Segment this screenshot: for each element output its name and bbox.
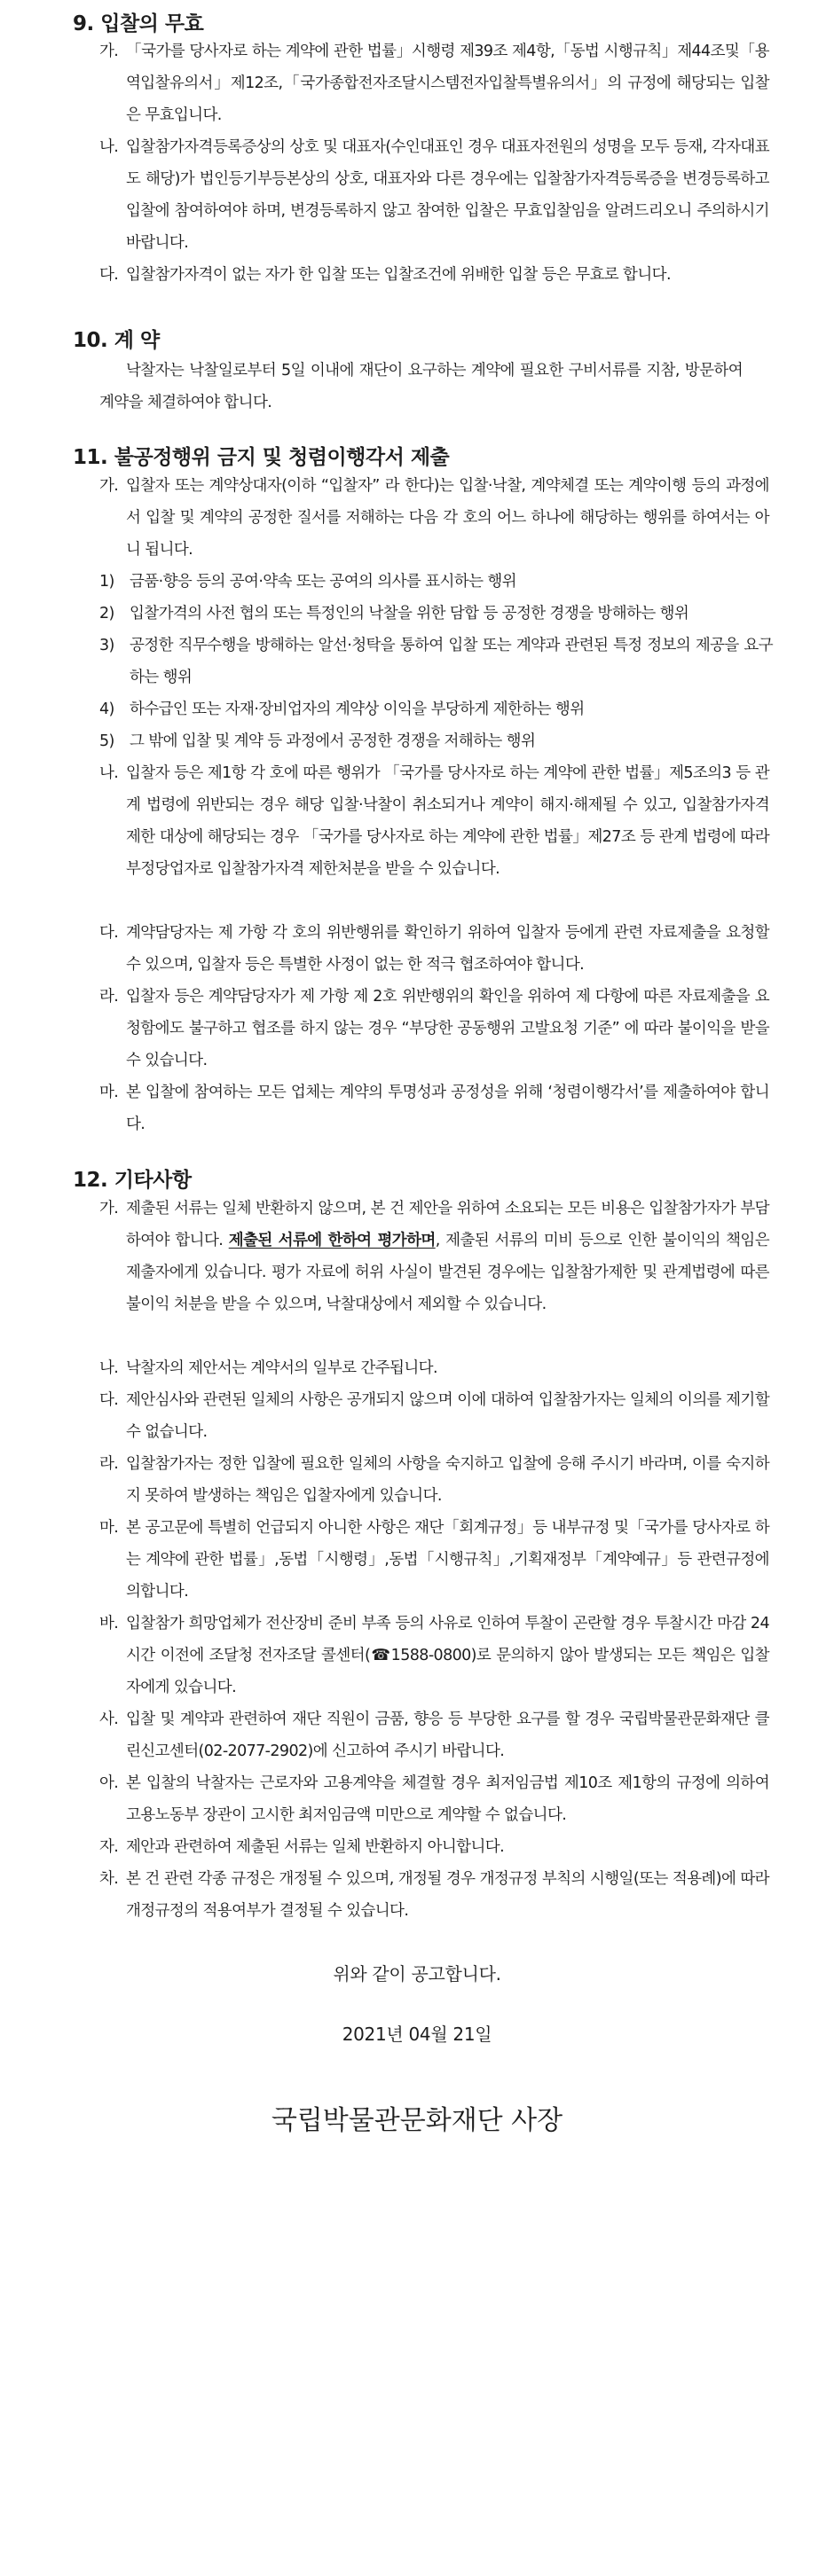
- s12-item-sa: [99, 1703, 769, 1767]
- emphasized-text: 제출된 서류에 한하여 평가하며: [228, 1232, 436, 1249]
- item-text: 본 입찰의 낙찰자는 근로자와 고용계약을 체결할 경우 최저임금법 제10조 제1항의 규정에 의하여 고용노동부 장관이 고시한 최저임금액 미만으로 계약할 수 없습니다.: [126, 1774, 769, 1824]
- s9-item-ga: [99, 35, 769, 131]
- item-text: 입찰참가자격등록증상의 상호 및 대표자(수인대표인 경우 대표자전원의 성명을 모두 등재, 각자대표도 해당)가 법인등기부등본상의 상호, 대표자와 다른 경우에는 입찰참가자격등록증을 변경등록하고 입찰에 참여하여야 하며, 변경등록하지 않고 참여한 입찰은 무효입찰임을 알려드리오니 주의하시기 바랍니다.: [126, 138, 769, 252]
- item-text: 공정한 직무수행을 방해하는 알선·청탁을 통하여 입찰 또는 계약과 관련된 특정 정보의 제공을 요구하는 행위: [130, 637, 773, 686]
- item-mark: 다.: [99, 266, 119, 284]
- s11-sub-2: [99, 598, 773, 630]
- s12-item-na: [99, 1352, 769, 1384]
- s12-item-ga: [99, 1193, 769, 1320]
- item-text: 입찰자 등은 제1항 각 호에 따른 행위가 「국가를 당사자로 하는 계약에 관한 법률」제5조의3 등 관계 법령에 위반되는 경우 해당 입찰·낙찰이 취소되거나 계약이 해지·해제될 수 있고, 입찰참가자격 제한 대상에 해당되는 경우 「국가를 당사자로 하는 계약에 관한 법률」제27조 등 관계 법령에 따라 부정당업자로 입찰참가자격 제한처분을 받을 수 있습니다.: [126, 764, 769, 878]
- s12-item-ba: [99, 1608, 769, 1703]
- item-text: 금품·향응 등의 공여·약속 또는 공여의 의사를 표시하는 행위: [130, 573, 516, 591]
- s9-item-na: [99, 131, 769, 259]
- item-text: 입찰가격의 사전 협의 또는 특정인의 낙찰을 위한 담합 등 공정한 경쟁을 방해하는 행위: [130, 605, 689, 622]
- s12-item-ja: [99, 1831, 769, 1863]
- s11-sub-4: [99, 693, 773, 725]
- item-text: 본 건 관련 각종 규정은 개정될 수 있으며, 개정될 경우 개정규정 부칙의 시행일(또는 적용례)에 따라 개정규정의 적용여부가 결정될 수 있습니다.: [126, 1870, 769, 1920]
- item-text: 그 밖에 입찰 및 계약 등 과정에서 공정한 경쟁을 저해하는 행위: [130, 732, 536, 750]
- item-text-before: 제출된 서류는 일체 반환하지 않으며, 본 건 제안을 위하여 소요되는 모든 비용은 입찰참가자가 부담하여야 합니다.: [126, 1200, 769, 1249]
- item-text: 입찰자 또는 계약상대자(이하 “입찰자” 라 한다)는 입찰·낙찰, 계약체결 또는 계약이행 등의 과정에서 입찰 및 계약의 공정한 질서를 저해하는 다음 각 호의 어느 하나에 해당하는 행위를 하여서는 아니 됩니다.: [126, 477, 769, 559]
- section-11-title: 11. 불공정행위 금지 및 청렴이행각서 제출: [73, 446, 450, 469]
- s12-item-da: [99, 1384, 769, 1448]
- s9-item-da: [99, 259, 769, 291]
- s11-item-da: [99, 917, 769, 981]
- announcement-date: 2021년 04월 21일: [342, 2024, 492, 2045]
- item-mark: 가.: [99, 43, 119, 60]
- item-mark: 3): [99, 637, 114, 654]
- item-mark: 5): [99, 732, 114, 750]
- item-text-after: , 제출된 서류의 미비 등으로 인한 불이익의 책임은 제출자에게 있습니다. 평가 자료에 허위 사실이 발견된 경우에는 입찰참가제한 및 관계법령에 따른 불이익 처분을 받을 수 있으며, 낙찰대상에서 제외할 수 있습니다.: [126, 1232, 769, 1313]
- section-9-title: 9. 입찰의 무효: [73, 12, 204, 35]
- item-mark: 라.: [99, 988, 119, 1006]
- signature: 국립박물관문화재단 사장: [271, 2105, 563, 2136]
- item-mark: 다.: [99, 924, 119, 942]
- s11-item-ga: [99, 470, 769, 566]
- item-mark: 아.: [99, 1774, 119, 1792]
- section-10-title: 10. 계 약: [73, 329, 160, 352]
- item-mark: 1): [99, 573, 114, 591]
- s10-text: 낙찰자는 낙찰일로부터 5일 이내에 재단이 요구하는 계약에 필요한 구비서류를 지참, 방문하여 계약을 체결하여야 합니다.: [99, 362, 743, 411]
- s11-item-ma: [99, 1077, 769, 1140]
- item-text: 입찰참가자격이 없는 자가 한 입찰 또는 입찰조건에 위배한 입찰 등은 무효로 합니다.: [126, 266, 671, 284]
- item-text: 제안심사와 관련된 일체의 사항은 공개되지 않으며 이에 대하여 입찰참가자는 일체의 이의를 제기할 수 없습니다.: [126, 1391, 769, 1441]
- item-text: 제안과 관련하여 제출된 서류는 일체 반환하지 아니합니다.: [126, 1838, 505, 1856]
- item-text: 본 입찰에 참여하는 모든 업체는 계약의 투명성과 공정성을 위해 ‘청렴이행각서’를 제출하여야 합니다.: [126, 1084, 769, 1133]
- item-text: 입찰자 등은 계약담당자가 제 가항 제 2호 위반행위의 확인을 위하여 제 다항에 따른 자료제출을 요청함에도 불구하고 협조를 하지 않는 경우 “부당한 공동행위 고발요청 기준” 에 따라 불이익을 받을 수 있습니다.: [126, 988, 769, 1069]
- item-mark: 2): [99, 605, 114, 622]
- item-text: 입찰참가자는 정한 입찰에 필요한 일체의 사항을 숙지하고 입찰에 응해 주시기 바라며, 이를 숙지하지 못하여 발생하는 책임은 입찰자에게 있습니다.: [126, 1455, 769, 1505]
- item-text: 「국가를 당사자로 하는 계약에 관한 법률」시행령 제39조 제4항,「동법 시행규칙」제44조및「용역입찰유의서」제12조,「국가종합전자조달시스템전자입찰특별유의서」의 규정에 해당되는 입찰은 무효입니다.: [126, 43, 769, 124]
- item-text: 하수급인 또는 자재·장비업자의 계약상 이익을 부당하게 제한하는 행위: [130, 701, 585, 718]
- closing-statement: 위와 같이 공고합니다.: [333, 1963, 501, 1985]
- s12-item-ra: [99, 1448, 769, 1512]
- item-mark: 나.: [99, 138, 119, 156]
- item-mark: 가.: [99, 477, 119, 495]
- item-mark: 사.: [99, 1711, 119, 1728]
- item-mark: 다.: [99, 1391, 119, 1409]
- item-mark: 자.: [99, 1838, 119, 1856]
- section-12-title: 12. 기타사항: [73, 1169, 192, 1192]
- item-mark: 나.: [99, 764, 119, 782]
- item-mark: 4): [99, 701, 114, 718]
- s12-item-cha: [99, 1863, 769, 1927]
- item-mark: 차.: [99, 1870, 119, 1888]
- s11-sub-1: [99, 566, 773, 598]
- item-text: 계약담당자는 제 가항 각 호의 위반행위를 확인하기 위하여 입찰자 등에게 관련 자료제출을 요청할 수 있으며, 입찰자 등은 특별한 사정이 없는 한 적극 협조하여야 합니다.: [126, 924, 769, 974]
- item-mark: 가.: [99, 1200, 119, 1218]
- item-text: 입찰참가 희망업체가 전산장비 준비 부족 등의 사유로 인하여 투찰이 곤란할 경우 투찰시간 마감 24시간 이전에 조달청 전자조달 콜센터(☎1588-0800)로 문의하지 않아 발생되는 모든 책임은 입찰자에게 있습니다.: [126, 1615, 769, 1696]
- item-mark: 라.: [99, 1455, 119, 1473]
- item-mark: 마.: [99, 1084, 119, 1101]
- s11-item-ra: [99, 981, 769, 1077]
- item-mark: 마.: [99, 1519, 119, 1537]
- s11-sub-5: [99, 725, 773, 757]
- s11-sub-3: [99, 630, 773, 693]
- s11-item-na: [99, 757, 769, 885]
- s12-item-a: [99, 1767, 769, 1831]
- item-text: 입찰 및 계약과 관련하여 재단 직원이 금품, 향응 등 부당한 요구를 할 경우 국립박물관문화재단 클린신고센터(02-2077-2902)에 신고하여 주시기 바랍니다.: [126, 1711, 769, 1760]
- item-mark: 나.: [99, 1359, 119, 1377]
- item-text: 낙찰자의 제안서는 계약서의 일부로 간주됩니다.: [126, 1359, 437, 1377]
- s12-item-ma: [99, 1512, 769, 1608]
- item-mark: 바.: [99, 1615, 119, 1633]
- item-text: 본 공고문에 특별히 언급되지 아니한 사항은 재단「회계규정」등 내부규정 및「국가를 당사자로 하는 계약에 관한 법률」,동법「시행령」,동법「시행규칙」,기획재정부「계약예규」등 관련규정에 의합니다.: [126, 1519, 769, 1601]
